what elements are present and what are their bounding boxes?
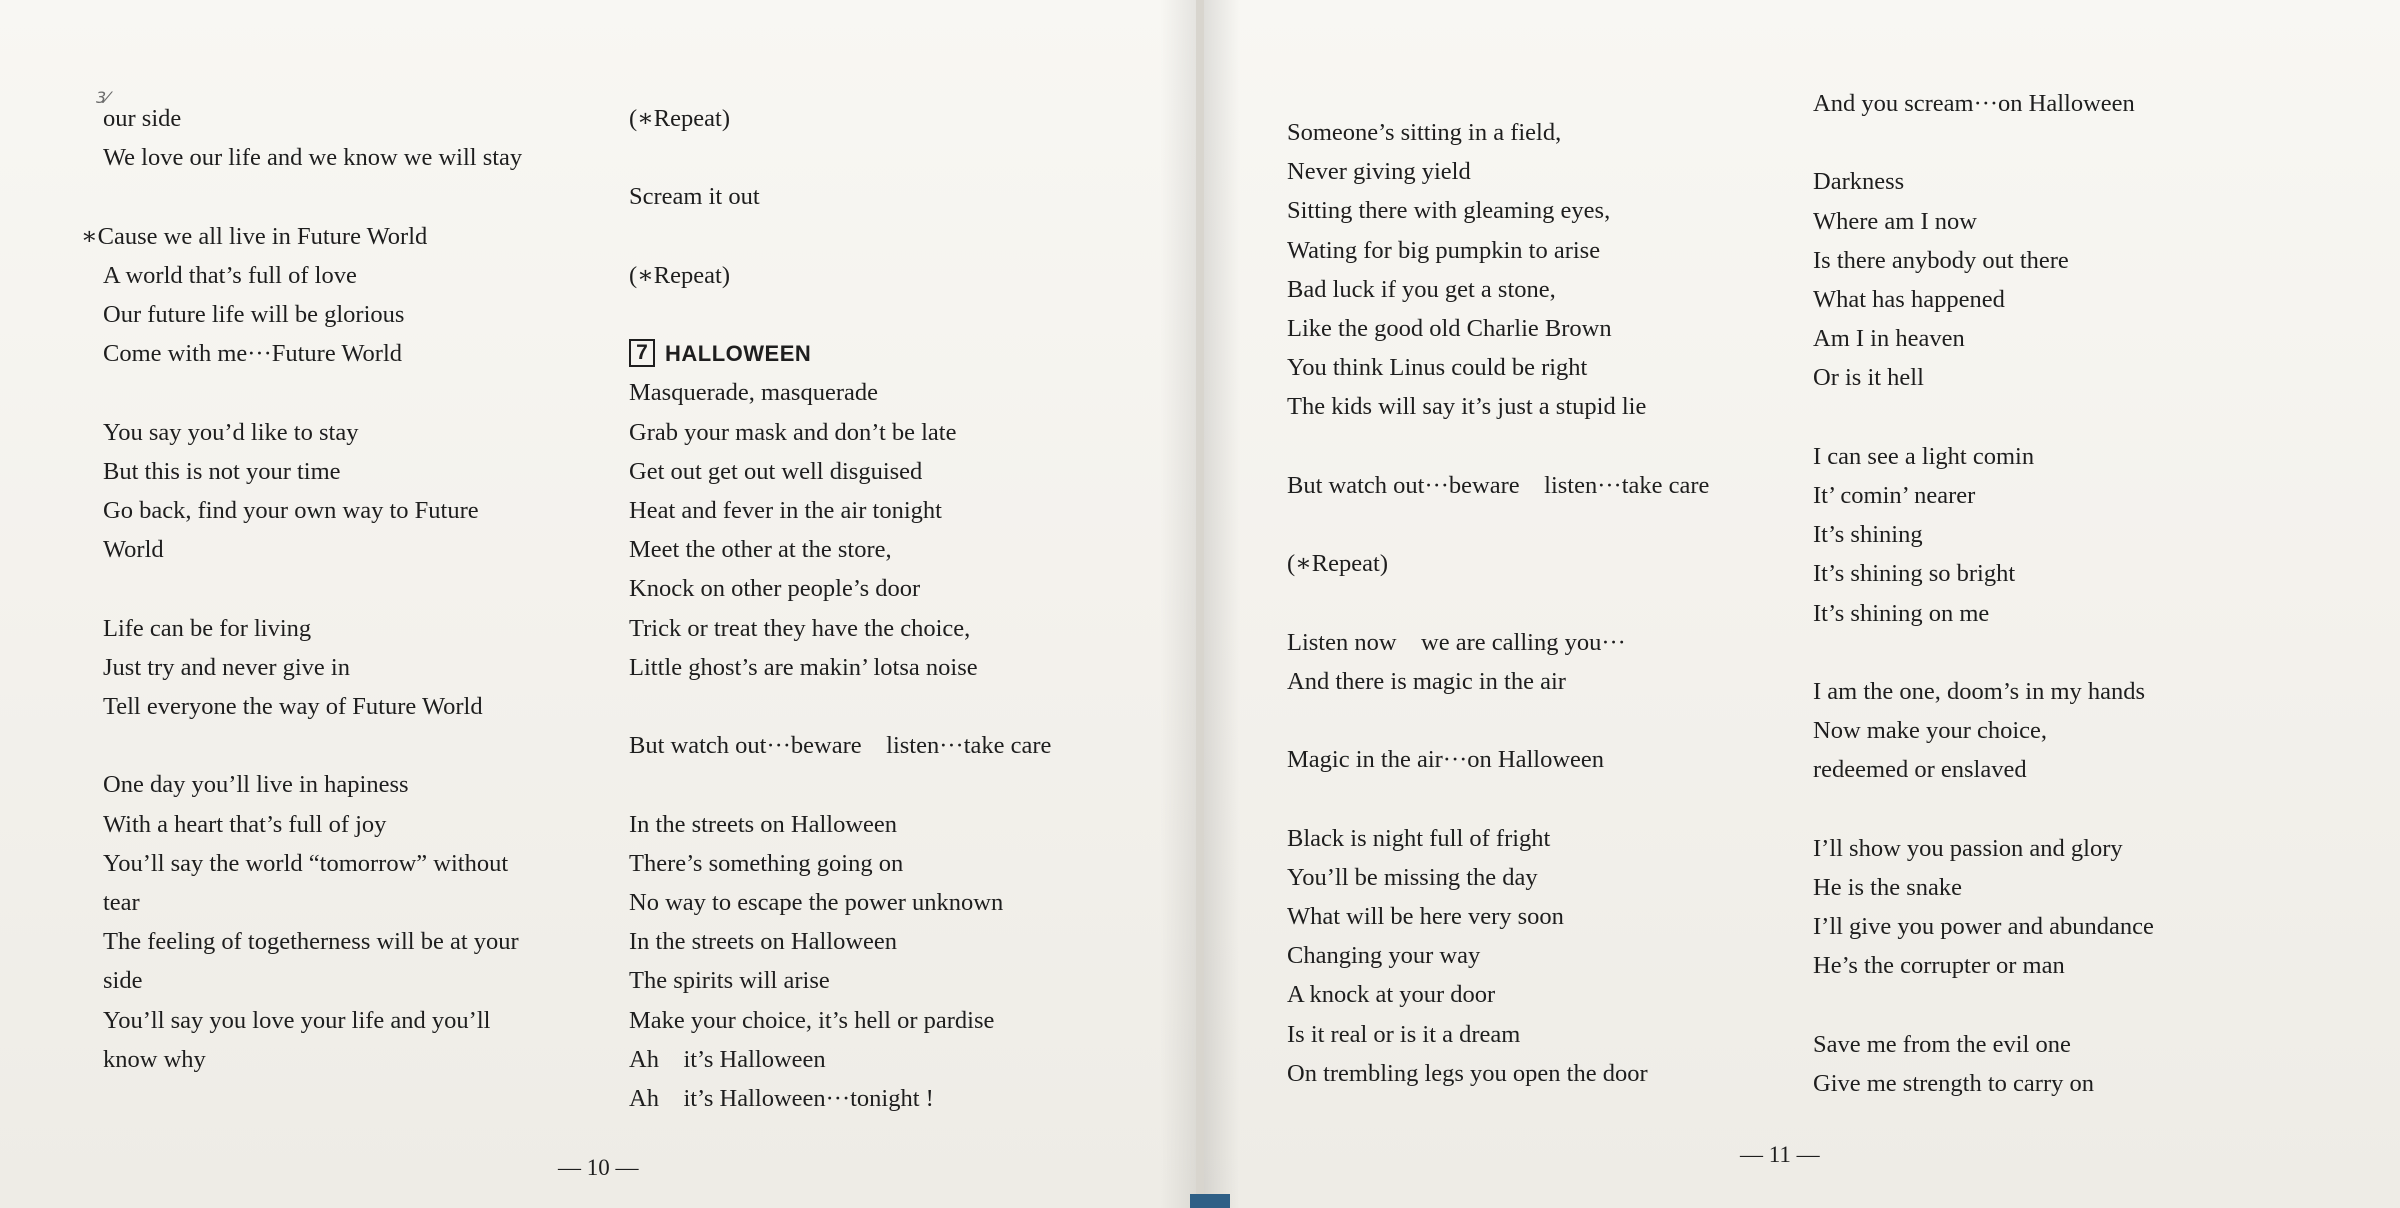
lyric-line: Am I in heaven (1813, 325, 1965, 353)
lyric-line: Is there anybody out there (1813, 246, 2069, 274)
lyric-line: The kids will say it’s just a stupid lie (1287, 393, 1647, 421)
lyric-line: There’s something going on (629, 849, 904, 877)
lyric-line: ∗Cause we all live in Future World (81, 222, 428, 250)
lyric-line: You’ll be missing the day (1287, 863, 1538, 891)
lyric-line: World (103, 536, 164, 564)
lyric-line: You’ll say you love your life and you’ll (103, 1006, 491, 1034)
lyric-line: Sitting there with gleaming eyes, (1287, 197, 1611, 225)
lyric-line: (∗Repeat) (629, 261, 730, 289)
lyric-line: Life can be for living (103, 614, 312, 642)
lyric-line: It’ comin’ nearer (1813, 482, 1976, 509)
lyric-line: Darkness (1813, 168, 1905, 196)
lyric-line: Little ghost’s are makin’ lotsa noise (629, 653, 978, 681)
lyric-line: (∗Repeat) (1287, 550, 1388, 578)
lyric-line: No way to escape the power unknown (629, 889, 1004, 916)
lyric-line: Knock on other people’s door (629, 575, 921, 603)
lyric-line: But watch out···beware listen···take care (1287, 471, 1710, 499)
lyric-line: Magic in the air···on Halloween (1287, 746, 1605, 774)
lyric-line: Trick or treat they have the choice, (629, 614, 971, 642)
page-number-left: — 10 — (558, 1155, 639, 1180)
lyric-line: Bad luck if you get a stone, (1287, 275, 1556, 303)
lyric-line: With a heart that’s full of joy (103, 810, 387, 838)
left-page (0, 0, 1196, 1208)
lyric-line: It’s shining (1813, 521, 1923, 549)
lyric-line: (∗Repeat) (629, 105, 730, 132)
lyric-line: Give me strength to carry on (1813, 1070, 2094, 1097)
lyric-line: He’s the corrupter or man (1813, 952, 2065, 980)
lyric-line: Never giving yield (1287, 158, 1471, 186)
right-page (1204, 0, 2400, 1208)
lyric-line: The spirits will arise (629, 967, 830, 995)
lyric-line: It’s shining so bright (1813, 560, 2016, 588)
lyric-line: Just try and never give in (103, 653, 350, 681)
lyric-line: Is it real or is it a dream (1287, 1020, 1521, 1048)
lyric-line: But watch out···beware listen···take care (629, 732, 1052, 760)
left-gutter-shadow (1160, 0, 1196, 1208)
lyric-line: side (103, 967, 143, 995)
lyric-line: Go back, find your own way to Future (103, 497, 479, 524)
lyric-line: Ah it’s Halloween···tonight ! (629, 1085, 934, 1112)
lyric-line: Our future life will be glorious (103, 301, 405, 328)
page-number-right: — 11 — (1740, 1142, 1820, 1167)
lyric-line: our side (103, 105, 182, 132)
lyric-line: I can see a light comin (1813, 442, 2035, 470)
lyric-line: Changing your way (1287, 942, 1481, 970)
lyric-line: A world that’s full of love (103, 261, 357, 289)
song-title: HALLOWEEN (665, 341, 812, 367)
lyric-line: Scream it out (629, 183, 760, 211)
lyric-line: What will be here very soon (1287, 903, 1564, 930)
lyric-line: But this is not your time (103, 457, 341, 485)
lyric-line: It’s shining on me (1813, 599, 1990, 627)
book-spine (1196, 0, 1204, 1208)
spine-edge (1190, 1194, 1230, 1208)
lyric-line: Get out get out well disguised (629, 457, 923, 485)
lyric-line: Come with me···Future World (103, 340, 403, 368)
lyric-line: Black is night full of fright (1287, 824, 1551, 852)
lyric-line: A knock at your door (1287, 981, 1496, 1009)
lyric-line: In the streets on Halloween (629, 810, 898, 838)
lyric-line: redeemed or enslaved (1813, 756, 2027, 784)
lyric-line: Ah it’s Halloween (629, 1045, 826, 1073)
pencil-mark: 3⁄ (96, 88, 109, 107)
lyric-line: Where am I now (1813, 207, 1977, 235)
lyric-line: You think Linus could be right (1287, 354, 1588, 382)
lyric-line: Or is it hell (1813, 364, 1924, 392)
lyric-line: I am the one, doom’s in my hands (1813, 678, 2146, 705)
lyric-line: Meet the other at the store, (629, 536, 892, 564)
lyric-line: Tell everyone the way of Future World (103, 693, 483, 720)
lyric-line: What has happened (1813, 286, 2005, 313)
lyric-line: And you scream···on Halloween (1813, 90, 2135, 117)
lyric-line: We love our life and we know we will stay (103, 144, 523, 172)
lyric-line: I’ll give you power and abundance (1813, 913, 2154, 941)
lyric-line: And there is magic in the air (1287, 667, 1566, 695)
lyric-line: He is the snake (1813, 874, 1962, 901)
lyric-line: I’ll show you passion and glory (1813, 834, 2123, 862)
lyric-line: know why (103, 1045, 206, 1073)
lyric-line: Wating for big pumpkin to arise (1287, 236, 1601, 264)
lyric-line: Make your choice, it’s hell or pardise (629, 1006, 995, 1034)
lyric-line: You’ll say the world “tomorrow” without (103, 849, 509, 877)
lyric-line: Grab your mask and don’t be late (629, 418, 957, 446)
lyric-line: tear (103, 889, 140, 916)
lyric-line: One day you’ll live in hapiness (103, 771, 409, 799)
section-number-box: 7 (629, 339, 655, 367)
lyric-line: You say you’d like to stay (103, 418, 359, 446)
lyric-line: Like the good old Charlie Brown (1287, 315, 1612, 342)
lyric-line: Masquerade, masquerade (629, 379, 878, 407)
lyric-line: Listen now we are calling you··· (1287, 628, 1626, 656)
lyric-line: Now make your choice, (1813, 717, 2048, 745)
right-gutter-shadow (1204, 0, 1240, 1208)
lyric-line: In the streets on Halloween (629, 928, 898, 956)
lyric-line: On trembling legs you open the door (1287, 1059, 1648, 1087)
lyric-line: Someone’s sitting in a field, (1287, 119, 1562, 146)
lyric-line: The feeling of togetherness will be at your (103, 928, 519, 956)
section-heading (629, 339, 811, 369)
lyric-line: Save me from the evil one (1813, 1030, 2071, 1058)
lyric-line: Heat and fever in the air tonight (629, 497, 942, 524)
